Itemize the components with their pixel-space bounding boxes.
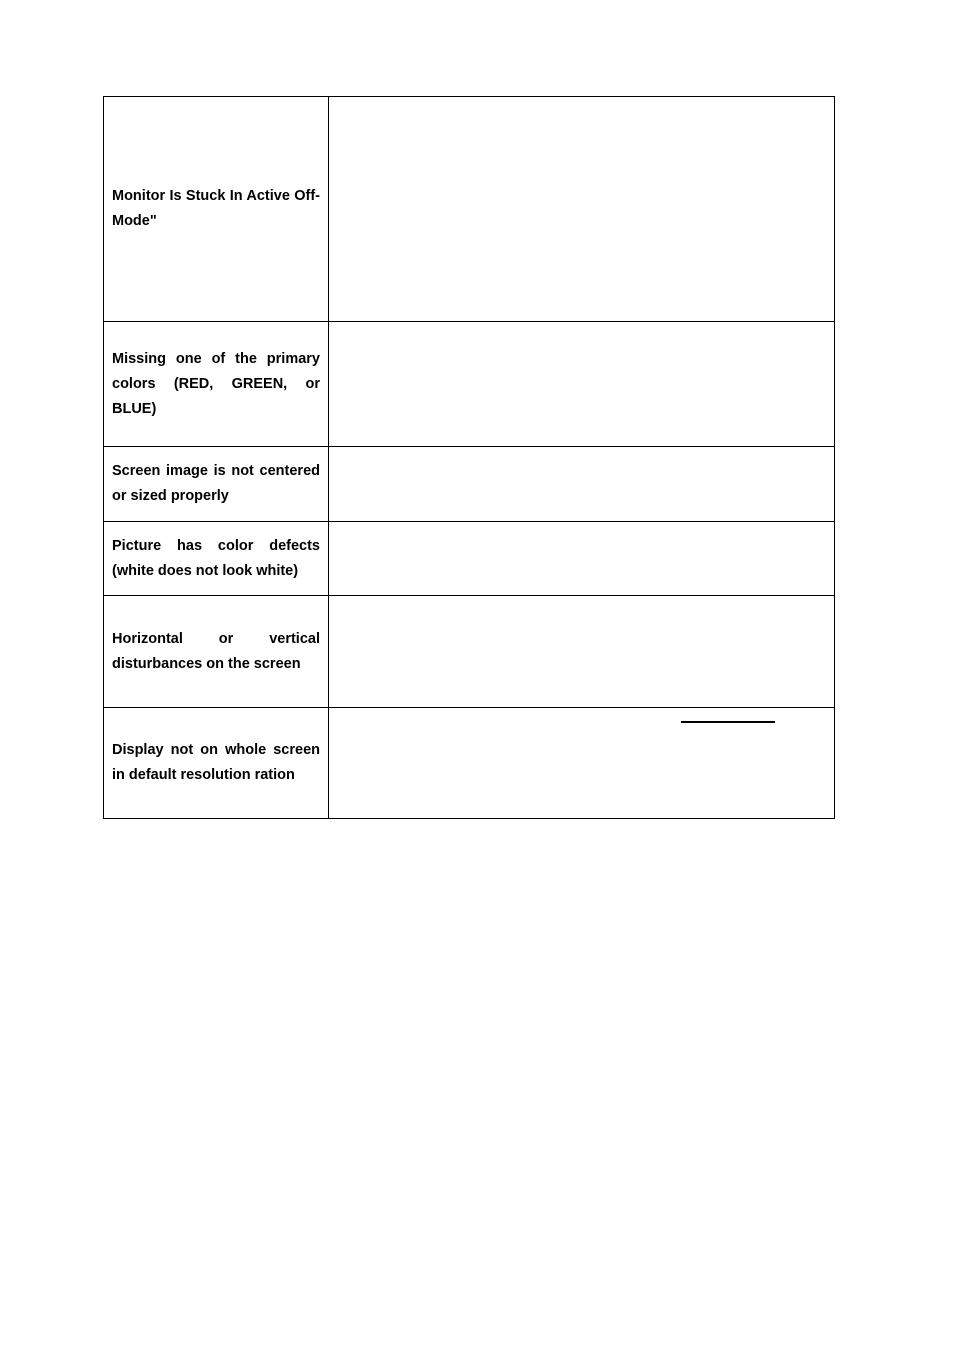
table-row (104, 97, 835, 322)
solution-cell (329, 97, 835, 322)
problem-text: Screen image is not centered or sized properly (112, 463, 320, 504)
problem-text: Picture has color defects (white does not look white) (112, 537, 320, 579)
underline-mark (681, 721, 775, 723)
problem-text: Missing one of the primary colors (RED, GREEN, or BLUE) (112, 350, 320, 417)
problem-text: Display not on whole screen in default resolution ration (112, 742, 320, 783)
troubleshooting-table (103, 96, 835, 819)
solution-cell (329, 522, 835, 596)
problem-cell (104, 596, 329, 708)
problem-text: Horizontal or vertical disturbances on the screen (112, 630, 320, 672)
solution-cell (329, 322, 835, 447)
solution-cell (329, 708, 835, 819)
problem-cell (104, 322, 329, 447)
table-row (104, 322, 835, 447)
solution-cell (329, 596, 835, 708)
problem-text: Monitor Is Stuck In Active Off-Mode" (112, 188, 320, 229)
solution-cell (329, 447, 835, 522)
table-row (104, 447, 835, 522)
problem-cell (104, 708, 329, 819)
problem-cell (104, 522, 329, 596)
table-row (104, 596, 835, 708)
table-row (104, 522, 835, 596)
problem-cell (104, 447, 329, 522)
problem-cell (104, 97, 329, 322)
table-row (104, 708, 835, 819)
